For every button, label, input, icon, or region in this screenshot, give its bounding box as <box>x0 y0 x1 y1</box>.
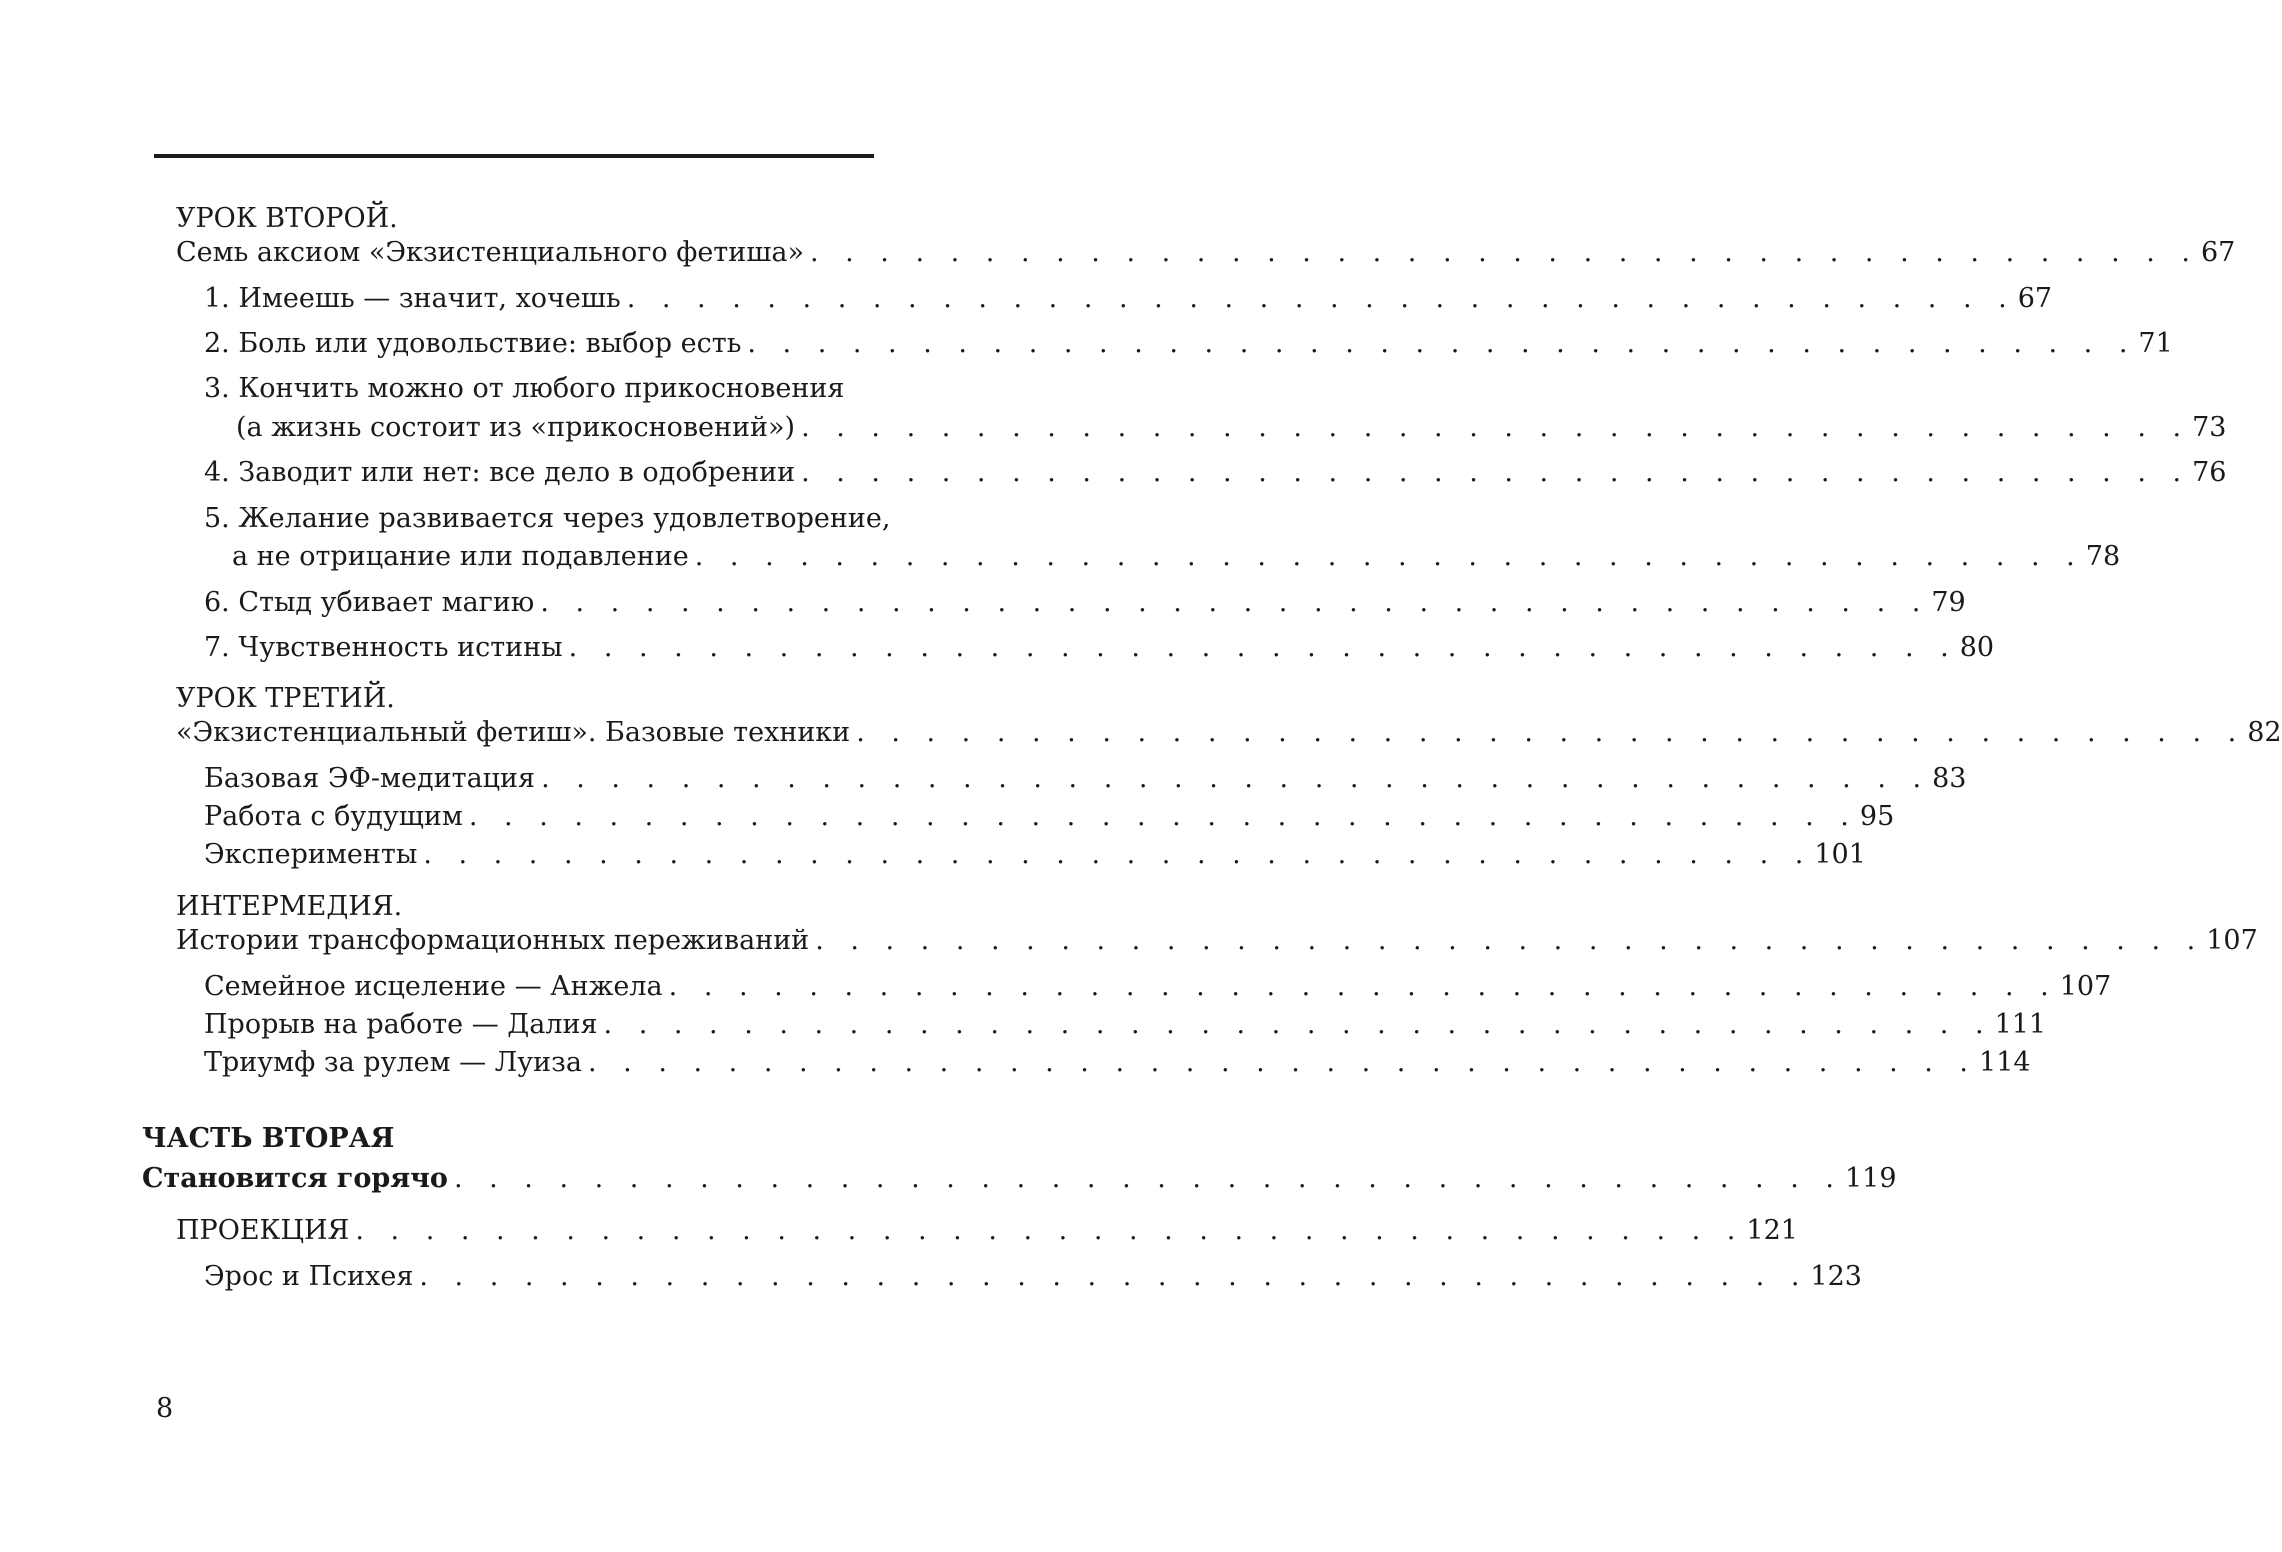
toc-entry-l3-item2[interactable]: Работа с будущим . . . . . . . . . . . . . . . . . . . . . . . . . . . . . . . . . . . . . . . . 95 <box>204 801 1895 832</box>
toc-entry-l2-item2[interactable]: 2. Боль или удовольствие: выбор есть . . . . . . . . . . . . . . . . . . . . . . . . . . . . . . . . . . . . . . . . 71 <box>204 328 2173 359</box>
dot-leader: . . . . . . . . . . . . . . . . . . . . . . . . . . . . . . . . . . . . . . . . <box>809 237 2199 268</box>
toc-entry-lesson2[interactable]: Семь аксиом «Экзистенциального фетиша» . . . . . . . . . . . . . . . . . . . . . . . . . . . . . . . . . . . . . . . . 67 <box>176 237 2236 268</box>
page-ref: 82 <box>2247 717 2282 748</box>
dot-leader: . . . . . . . . . . . . . . . . . . . . . . . . . . . . . . . . . . . . . . . . <box>568 632 1958 663</box>
toc-entry-inter-item3[interactable]: Триумф за рулем — Луиза . . . . . . . . . . . . . . . . . . . . . . . . . . . . . . . . . . . . . . . . 114 <box>204 1047 2031 1078</box>
page-ref: 83 <box>1932 763 1967 794</box>
toc-entry-lesson3[interactable]: «Экзистенциальный фетиш». Базовые техники . . . . . . . . . . . . . . . . . . . . . . . . . . . . . . . . . . . . . . . . 82 <box>176 717 2282 748</box>
top-rule <box>154 154 874 158</box>
toc-entry-l2-item1[interactable]: 1. Имеешь — значит, хочешь . . . . . . . . . . . . . . . . . . . . . . . . . . . . . . . . . . . . . . . . 67 <box>204 283 2053 314</box>
toc-entry-proj-item1[interactable]: Эрос и Психея . . . . . . . . . . . . . . . . . . . . . . . . . . . . . . . . . . . . . . . . 123 <box>204 1261 1862 1292</box>
toc-entry-part2[interactable]: Становится горячо . . . . . . . . . . . . . . . . . . . . . . . . . . . . . . . . . . . . . . . . 119 <box>142 1163 1897 1194</box>
dot-leader: . . . . . . . . . . . . . . . . . . . . . . . . . . . . . . . . . . . . . . . . <box>453 1163 1843 1194</box>
page-ref: 78 <box>2085 541 2121 572</box>
page-ref: 107 <box>2059 971 2112 1002</box>
page-ref: 80 <box>1959 632 1995 663</box>
page-ref: 79 <box>1931 587 1966 618</box>
toc-heading-part2: ЧАСТЬ ВТОРАЯ <box>142 1123 395 1154</box>
page-ref: 67 <box>2201 237 2236 268</box>
page-ref: 67 <box>2017 283 2053 314</box>
dot-leader: . . . . . . . . . . . . . . . . . . . . . . . . . . . . . . . . . . . . . . . . <box>856 717 2246 748</box>
page-ref: 114 <box>1979 1047 2031 1078</box>
page-ref: 111 <box>1994 1009 2047 1040</box>
page-ref: 73 <box>2192 412 2227 443</box>
dot-leader: . . . . . . . . . . . . . . . . . . . . . . . . . . . . . . . . . . . . . . . . <box>801 457 2191 488</box>
page-ref: 119 <box>1844 1163 1897 1194</box>
dot-leader: . . . . . . . . . . . . . . . . . . . . . . . . . . . . . . . . . . . . . . . . <box>694 541 2084 572</box>
toc-entry-l2-item3-line2[interactable]: (а жизнь состоит из «прикосновений») . . . . . . . . . . . . . . . . . . . . . . . . . . . . . . . . . . . . . . . . 73 <box>236 412 2227 443</box>
toc-entry-l2-item7[interactable]: 7. Чувственность истины . . . . . . . . . . . . . . . . . . . . . . . . . . . . . . . . . . . . . . . . 80 <box>204 632 1995 663</box>
dot-leader: . . . . . . . . . . . . . . . . . . . . . . . . . . . . . . . . . . . . . . . . <box>603 1009 1993 1040</box>
dot-leader: . . . . . . . . . . . . . . . . . . . . . . . . . . . . . . . . . . . . . . . . <box>747 328 2137 359</box>
dot-leader: . . . . . . . . . . . . . . . . . . . . . . . . . . . . . . . . . . . . . . . . <box>540 587 1930 618</box>
dot-leader: . . . . . . . . . . . . . . . . . . . . . . . . . . . . . . . . . . . . . . . . <box>626 283 2016 314</box>
dot-leader: . . . . . . . . . . . . . . . . . . . . . . . . . . . . . . . . . . . . . . . . <box>815 925 2205 956</box>
dot-leader: . . . . . . . . . . . . . . . . . . . . . . . . . . . . . . . . . . . . . . . . <box>588 1047 1978 1078</box>
toc-entry-projection[interactable]: ПРОЕКЦИЯ . . . . . . . . . . . . . . . . . . . . . . . . . . . . . . . . . . . . . . . . 121 <box>176 1215 1798 1246</box>
toc-entry-l2-item4[interactable]: 4. Заводит или нет: все дело в одобрении . . . . . . . . . . . . . . . . . . . . . . . . . . . . . . . . . . . . . . . . 76 <box>204 457 2227 488</box>
dot-leader: . . . . . . . . . . . . . . . . . . . . . . . . . . . . . . . . . . . . . . . . <box>423 839 1813 870</box>
dot-leader: . . . . . . . . . . . . . . . . . . . . . . . . . . . . . . . . . . . . . . . . <box>419 1261 1809 1292</box>
toc-entry-l3-item3[interactable]: Эксперименты . . . . . . . . . . . . . . . . . . . . . . . . . . . . . . . . . . . . . . . . 101 <box>204 839 1866 870</box>
toc-entry-l2-item6[interactable]: 6. Стыд убивает магию . . . . . . . . . . . . . . . . . . . . . . . . . . . . . . . . . . . . . . . . 79 <box>204 587 1966 618</box>
toc-entry-l2-item5-line2[interactable]: а не отрицание или подавление . . . . . . . . . . . . . . . . . . . . . . . . . . . . . . . . . . . . . . . . 78 <box>232 541 2121 572</box>
toc-entry-inter-item1[interactable]: Семейное исцеление — Анжела . . . . . . . . . . . . . . . . . . . . . . . . . . . . . . . . . . . . . . . . 107 <box>204 971 2112 1002</box>
dot-leader: . . . . . . . . . . . . . . . . . . . . . . . . . . . . . . . . . . . . . . . . <box>801 412 2191 443</box>
dot-leader: . . . . . . . . . . . . . . . . . . . . . . . . . . . . . . . . . . . . . . . . <box>541 763 1931 794</box>
toc-entry-inter-item2[interactable]: Прорыв на работе — Далия . . . . . . . . . . . . . . . . . . . . . . . . . . . . . . . . . . . . . . . . 111 <box>204 1009 2047 1040</box>
page-ref: 123 <box>1810 1261 1862 1292</box>
dot-leader: . . . . . . . . . . . . . . . . . . . . . . . . . . . . . . . . . . . . . . . . <box>355 1215 1745 1246</box>
page-ref: 101 <box>1814 839 1866 870</box>
dot-leader: . . . . . . . . . . . . . . . . . . . . . . . . . . . . . . . . . . . . . . . . <box>668 971 2058 1002</box>
dot-leader: . . . . . . . . . . . . . . . . . . . . . . . . . . . . . . . . . . . . . . . . <box>468 801 1858 832</box>
toc-heading-lesson2: УРОК ВТОРОЙ. <box>176 203 398 234</box>
page-number: 8 <box>156 1393 174 1424</box>
toc-entry-intermedia[interactable]: Истории трансформационных переживаний . . . . . . . . . . . . . . . . . . . . . . . . . . . . . . . . . . . . . . . . 107 <box>176 925 2258 956</box>
page-ref: 121 <box>1746 1215 1798 1246</box>
page-ref: 71 <box>2138 328 2173 359</box>
toc-entry-l2-item5-line1[interactable]: 5. Желание развивается через удовлетворение, <box>204 503 891 534</box>
page-ref: 95 <box>1859 801 1895 832</box>
toc-heading-intermedia: ИНТЕРМЕДИЯ. <box>176 891 403 922</box>
toc-entry-l2-item3-line1[interactable]: 3. Кончить можно от любого прикосновения <box>204 373 845 404</box>
toc-entry-l3-item1[interactable]: Базовая ЭФ-медитация . . . . . . . . . . . . . . . . . . . . . . . . . . . . . . . . . . . . . . . . 83 <box>204 763 1967 794</box>
page-ref: 76 <box>2192 457 2227 488</box>
toc-heading-lesson3: УРОК ТРЕТИЙ. <box>176 683 395 714</box>
page-ref: 107 <box>2206 925 2258 956</box>
